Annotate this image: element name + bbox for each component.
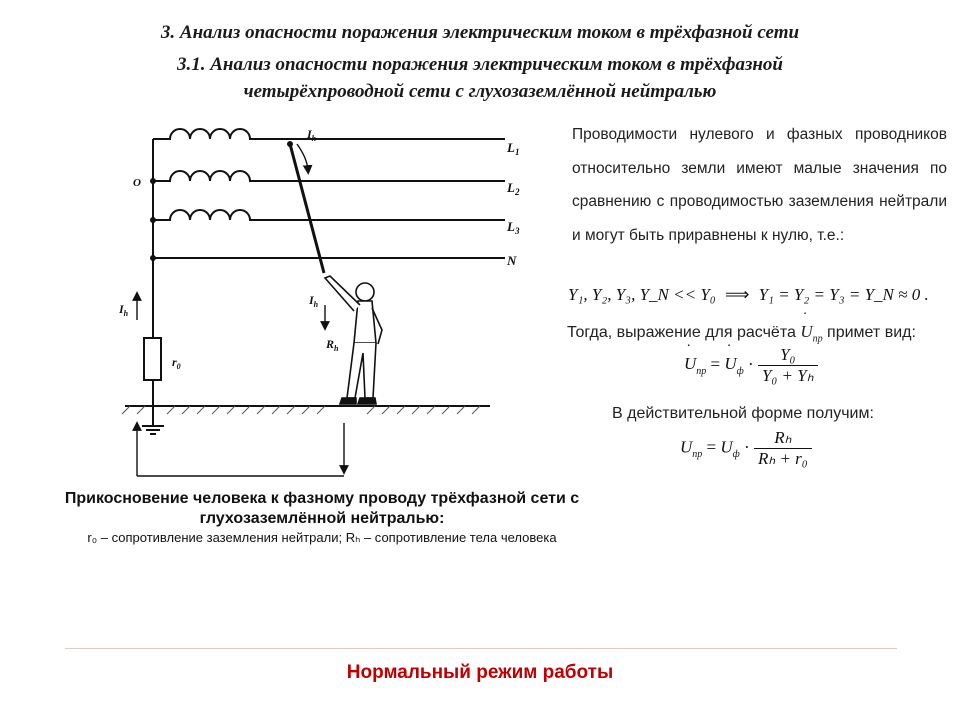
coil-l2: [153, 171, 505, 181]
label-l2: $L_2$: [507, 180, 520, 197]
real-numerator: Rₕ: [754, 428, 812, 449]
label-rh: $R_h$: [326, 337, 339, 353]
resistor-r0: [144, 338, 161, 380]
footer-mode-label: Нормальный режим работы: [346, 662, 614, 683]
caption-line-1: Прикосновение человека к фазному проводу трёхфазной сети с: [64, 490, 580, 507]
label-ih-body: $I_h$: [309, 293, 319, 309]
label-n: N: [507, 253, 517, 268]
footer-divider: [65, 648, 897, 649]
condition-right: Y₁ = Y₂ = Y₃ = Y_N ≈ 0 .: [758, 285, 929, 304]
ground-hatch: [122, 406, 480, 414]
heading-line-2: 3.1. Анализ опасности поражения электрическим током в трёхфазной: [177, 54, 783, 75]
label-ih-trunk: $I_h$: [119, 302, 129, 318]
caption-line-2: глухозаземлённой нейтралью:: [199, 510, 445, 527]
real-denominator: Rₕ + r₀: [757, 449, 808, 468]
label-r0: $r_0$: [172, 355, 181, 371]
then-sentence: [567, 322, 916, 344]
conductivity-paragraph: Проводимости нулевого и фазных проводников относительно земли имеют малые значения по сравнению с проводимостью заземления нейтрали и могут быть приравнены к нулю, т.е.:: [572, 126, 947, 244]
coil-l3: [153, 210, 505, 220]
label-l1: $L_1$: [507, 140, 520, 157]
complex-denominator: Y₀ + Yₕ: [761, 366, 814, 385]
real-formula: $U_{пр} = U_ф$ · $\frac{\text{Rₕ}}{\text{Rₕ + r₀}}$: [680, 428, 812, 469]
real-form-sentence: В действительной форме получим:: [612, 405, 874, 422]
current-arrow-top: [297, 144, 308, 170]
complex-formula: ˙ $U_{пр}$ = ˙ $U_ф$ · $\frac{\text{Y₀}}{\text{Y₀ + Yₕ}}$: [684, 345, 818, 386]
complex-numerator: Y₀: [758, 345, 818, 366]
condition-left: Y₁, Y₂, Y₃, Y_N << Y₀: [568, 285, 716, 304]
heading-line-3: четырёхпроводной сети с глухозаземлённой нейтралью: [243, 81, 717, 102]
then-suffix: примет вид:: [827, 324, 916, 341]
condition-formula: [568, 285, 929, 305]
label-l3: $L_3$: [507, 219, 520, 236]
implies-symbol: ⟹: [724, 285, 750, 304]
heading-line-1: 3. Анализ опасности поражения электрическим током в трёхфазной сети: [160, 22, 800, 43]
then-prefix: Тогда, выражение для расчёта: [567, 324, 796, 341]
coil-l1: [153, 129, 505, 139]
upr-symbol: ˙ $U_{пр}$: [800, 322, 822, 341]
label-o: O: [133, 177, 141, 189]
label-ih-top: $I_h$: [307, 127, 317, 143]
caption-line-3: r₀ – сопротивление заземления нейтрали; Rₕ – сопротивление тела человека: [87, 530, 557, 545]
